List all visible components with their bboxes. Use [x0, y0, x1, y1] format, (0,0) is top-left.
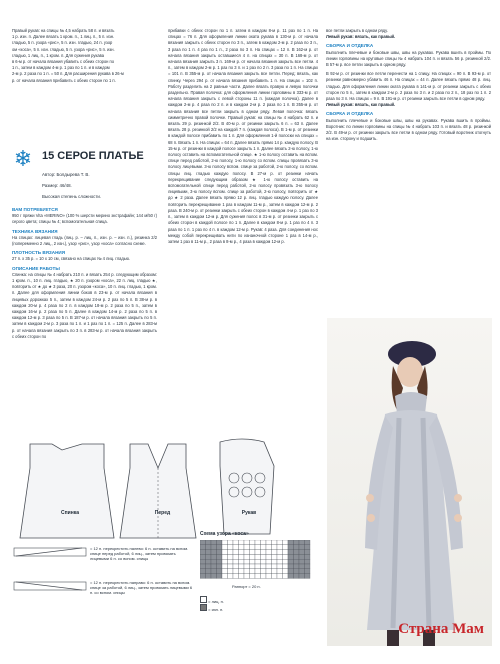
cable-right-note: = 12 п. перекрестить направо: 6 п. оставить на вспом. спице за работой, 6 лиц., затем провязать лицевыми 6 п. со вспом. спицы — [90, 580, 193, 596]
chart-cell — [211, 550, 217, 555]
chart-cell — [299, 564, 305, 569]
middle-paragraph: прибавки с обеих сторон по 1 п. затем в каждом 8-м р. 11 раз по 1 п. На спицах = 76 п. Для оформления линии оката рукава в 130-м р. от начала вязания закрыть с обеих сторон по 3 п., затем в каждом 2-м р. 2 раза по 3 п., 3 раза по 1 п. 4 раз по 1 п., 2 раза по 3 п. На спицах = 12 п. В 162-м р. от начала вязания закрыть оставшиеся 4 п. на спицах = 30 п. В 168-м р. от начала вязания закрыть 3 п. 169-м р. от начала вязания закрыть все петли. 4 п., затем в каждом 2-м р. 1 раз по 3 п. и 1 раз по 2 п. 3 раза по 1 п. На спицах = 101 п. В 355-м р. от начала вязания закрыть все петли. Перед: вязать, как спинку. Через 294 р. от начала вязания прибавить 1 п. На спицах = 102 п. Работу разделить на 2 равные части. Далее вязать правую и левую полочки раздельно. Правая полочка: для оформления линии горловины в 333-м р. от начала вязания закрыть с левой стороны 11 п. (каждая полочка). Далее в каждом 2-м р. 4 раза по 2 п. и в каждом 2-м р. 2 раза по 1 п. В 355-м р. от начала вязания все петли закрыть в одном ряду. Левая полочка: вязать симметрично правой полочке. Правый рукав: на спицы № 4 набрать 62 п. и вязать 29 р. резинкой 2/2. В 40-м р. от резинки закрыть 6 п. = 63 п. Далее вязать 28 р. резинкой 2/2 на каждой 7 п. (каждая полоса). В 1-м р. от резинки в каждой полосе прибавить по 1 п. Для оформления 1-й полоски на спицах = 68 п. Вязать 1 п. На спицах = 64 п. Далее вязать прямо 14 р. каждую полосу. В 15-м р. от резинки в каждой полосе закрыть 1 п. Далее вязать 2-ю полосу, 1-ю полосу оставить на вспомогательной спице. ★ 1-ю полосу оставить на вспом. спице перед работой, 2-ю полосу, 1-ю полосу со вспом. спицы провязать 3-ю полосу лицевыми. 3-ю полосу вспом. спице за работой, 2-ю полосу, со вспом. спицы лиц. гладью каждую полосу. В 27-м р. от резинки начать перекрещивание следующим образом ★ 1-ю полосу оставить на вспомогательной спице перед работой, 2-ю полосу провязать 3-ю полосу лицевыми, 3-ю полосу вспом. спице за работой, 2-ю полосу, повторить от ★ до ★ 2 раза. Далее вязать прямо 12 р. лиц. гладью каждую полосу. Далее повторить перекрещивание 1 раз в каждом 11-м р., затем в каждом 12-м р. 2 раза. В 240-м р. от резинки закрыть с обеих сторон в каждом 4-м р. 1 раз по 3 п., затем в каждом 12-м р. Для сужения полос в 31-м р. от резинки закрыть с обеих сторон в каждой полосе по 1 п. Далее в каждом 8-м р. 1 раз по 4 п. 3 раза по 1 п. 1 раз по 4 п. в каждом 12-м р. Рукав: 4 раза. Для соединения нос между собой перекрещивать нити по изнаночной стороне 1 раз в 14-м р., затем 1 раз в 11-м р., 2 раза в 8-м р., 4 раза в каждом 12-м р. — [168, 28, 318, 244]
chart-cell — [239, 550, 245, 555]
chart-cell — [200, 569, 206, 574]
chart-cell — [250, 564, 256, 569]
chart-cell — [244, 554, 250, 559]
legend-purl: = изн. п. — [208, 607, 224, 613]
chart-cell — [228, 559, 234, 564]
chart-cell — [244, 574, 250, 579]
chart-cell — [250, 545, 256, 550]
chart-cell — [239, 545, 245, 550]
chart-cell — [206, 574, 212, 579]
chart-cell — [211, 559, 217, 564]
line: 1 р. изн. п. Далее вязать 1 кром. п., 1 лиц. п., 5 п. изн. — [12, 34, 115, 40]
chart-cell — [266, 550, 272, 555]
chart-cell — [283, 554, 289, 559]
front-label: Перед — [154, 510, 171, 516]
chart-cell — [288, 545, 294, 550]
chart-cell — [299, 559, 305, 564]
chart-cell — [228, 574, 234, 579]
chart-cell — [266, 540, 272, 545]
chart-cell — [261, 569, 267, 574]
chart-cell — [206, 550, 212, 555]
chart-cell — [294, 559, 300, 564]
chart-cell — [228, 569, 234, 574]
chart-cell — [266, 569, 272, 574]
line: 2-м р. 2 раза по 1 п. = 50 п. Для расширения рукава в 26-м — [12, 71, 124, 77]
chart-cell — [239, 564, 245, 569]
chart-cell — [228, 564, 234, 569]
gauge-text: 27 п. x 35 р. = 10 x 10 см, связано на спицах № 4 лиц. гладью. — [12, 256, 131, 262]
chart-cell — [233, 545, 239, 550]
chart-cell — [228, 545, 234, 550]
chart-cell — [200, 540, 206, 545]
chart-cell — [217, 540, 223, 545]
chart-cell — [305, 574, 311, 579]
text: Левый рукав: вязать, как правый. — [326, 102, 396, 108]
snowflake-icon: ❄ — [13, 146, 33, 171]
text: В 92-м р. от резинки все петли перенести на 1 спицу. На спицах = 90 п. В 93-м р. от резинки равномерно убавить 46 п. На спицах = 44 п. Далее вязать прямо 48 р. лиц. гладью. Для оформления линии оката рукава в 141-м р. от резинки закрыть с обеих сторон по 5 п., затем в каждом 2-м р. 2 раза по 3 п. и 2 раза по 2 п., 18 раз по 1 п. 2 раза по 3 п. На спицах = 9 п. В 191-м р. от резинки закрыть все петли в одном ряду. — [326, 71, 491, 102]
text: Выполнить плечевые и боковые швы, швы на рукавах. Рукава вшить в проймы. Воротник: по линии горловины на спицы № 4 набрать 103 п. и вязать 48 р. резинкой 2/2. В 49-м р. от резинки закрыть все петли в одном ряду. Готовый воротник отогнуть на изн. сторону и подшить. — [326, 117, 491, 142]
chart-cell — [266, 554, 272, 559]
chart-cell — [305, 545, 311, 550]
chart-cell — [233, 574, 239, 579]
garment-schematics — [12, 438, 312, 548]
chart-cell — [200, 559, 206, 564]
chart-cell — [305, 550, 311, 555]
chart-cell — [244, 569, 250, 574]
chart-cell — [277, 559, 283, 564]
chart-cell — [217, 554, 223, 559]
chart-cell — [222, 559, 228, 564]
cable-chart-grid — [200, 540, 315, 580]
chart-cell — [283, 564, 289, 569]
chart-cell — [211, 540, 217, 545]
chart-cell — [250, 554, 256, 559]
chart-cell — [255, 550, 261, 555]
chart-cell — [244, 545, 250, 550]
chart-cell — [255, 554, 261, 559]
model-photo — [327, 318, 492, 646]
chart-cell — [228, 554, 234, 559]
author: Автор: Болдырева Т. В. — [42, 172, 90, 178]
chart-cell — [206, 559, 212, 564]
chart-cell — [283, 540, 289, 545]
chart-cell — [261, 550, 267, 555]
chart-cell — [211, 569, 217, 574]
chart-cell — [255, 559, 261, 564]
chart-cell — [294, 550, 300, 555]
chart-cell — [272, 574, 278, 579]
chart-cell — [305, 554, 311, 559]
chart-cell — [233, 540, 239, 545]
chart-cell — [299, 545, 305, 550]
chart-cell — [244, 564, 250, 569]
chart-cell — [277, 540, 283, 545]
chart-cell — [200, 574, 206, 579]
chart-cell — [305, 540, 311, 545]
chart-cell — [239, 540, 245, 545]
assembly-heading: СБОРКА И ОТДЕЛКА — [326, 43, 374, 49]
chart-cell — [288, 574, 294, 579]
line: Правый рукав: на спицы № 4,5 набрать 58 п. и вязать — [12, 28, 115, 33]
watermark: Страна Мам — [398, 621, 484, 637]
chart-cell — [272, 559, 278, 564]
chart-cell — [217, 545, 223, 550]
chart-cell — [266, 574, 272, 579]
line: р. от начала вязания прибавить с обеих сторон по 1 п. — [12, 77, 116, 83]
chart-cell — [261, 554, 267, 559]
tech-text: На спицах: лицевая гладь (лиц. р. – лиц. п., изн. р. – изн. п.), резинка 2/2 (попеременно 2 лиц., 2 изн.), узор «рис», узор «коса» согласно схеме. — [12, 234, 157, 247]
repeat-label: Раппорт = 20 п. — [232, 584, 261, 589]
cable-chart-title: Схема узора «коса» — [200, 531, 249, 537]
chart-cell — [283, 545, 289, 550]
chart-cell — [288, 564, 294, 569]
chart-cell — [288, 569, 294, 574]
chart-cell — [261, 564, 267, 569]
chart-cell — [250, 574, 256, 579]
line: гладью, 5 п. узора «рис», 5 п. изн. гладью, 24 п. узор — [12, 40, 113, 46]
chart-cell — [255, 569, 261, 574]
legend — [200, 596, 320, 612]
section-meta — [42, 168, 152, 205]
chart-cell — [299, 569, 305, 574]
chart-cell — [250, 569, 256, 574]
chart-cell — [261, 545, 267, 550]
chart-cell — [239, 559, 245, 564]
chart-cell — [217, 550, 223, 555]
chart-cell — [283, 569, 289, 574]
work-heading: ОПИСАНИЕ РАБОТЫ — [12, 265, 60, 271]
text: Выполнить плечевые и боковые швы, швы на рукавах. Рукава вшить в проймы. По линии горловины на круговые спицы № 4 набрать 104 п. и вязать 56 р. резинкой 2/2. В 57-м р. все петли закрыть в одном ряду. — [326, 49, 491, 68]
chart-cell — [233, 569, 239, 574]
chart-cell — [200, 550, 206, 555]
chart-cell — [233, 559, 239, 564]
difficulty: Высокая степень сложности. — [42, 193, 102, 199]
line: 1 п., затем в каждом 4-м р. 1 раз по 1 п. и в каждом — [12, 65, 110, 71]
chart-cell — [294, 569, 300, 574]
chart-cell — [217, 574, 223, 579]
chart-cell — [272, 540, 278, 545]
chart-cell — [272, 554, 278, 559]
chart-cell — [261, 574, 267, 579]
chart-cell — [294, 545, 300, 550]
chart-cell — [299, 554, 305, 559]
chart-cell — [211, 545, 217, 550]
chart-cell — [200, 564, 206, 569]
chart-cell — [261, 540, 267, 545]
chart-cell — [277, 569, 283, 574]
chart-cell — [250, 540, 256, 545]
chart-cell — [222, 540, 228, 545]
size: Размер: 46/48. — [42, 183, 72, 189]
chart-cell — [277, 564, 283, 569]
need-heading: ВАМ ПОТРЕБУЕТСЯ — [12, 207, 58, 212]
chart-cell — [222, 554, 228, 559]
chart-cell — [206, 545, 212, 550]
chart-cell — [211, 564, 217, 569]
chart-cell — [233, 564, 239, 569]
text: Левый рукав: вязать, как правый. — [326, 34, 396, 40]
chart-cell — [222, 550, 228, 555]
chart-cell — [305, 569, 311, 574]
chart-cell — [288, 559, 294, 564]
chart-cell — [305, 559, 311, 564]
chart-cell — [294, 540, 300, 545]
chart-cell — [266, 545, 272, 550]
chart-cell — [255, 564, 261, 569]
chart-cell — [283, 550, 289, 555]
chart-cell — [211, 574, 217, 579]
chart-cell — [206, 569, 212, 574]
chart-cell — [228, 550, 234, 555]
chart-cell — [266, 564, 272, 569]
line: в 6-м р. от начала вязания убавить с обеих сторон по — [12, 59, 115, 65]
chart-cell — [233, 554, 239, 559]
chart-cell — [200, 554, 206, 559]
chart-cell — [244, 550, 250, 555]
chart-cell — [239, 569, 245, 574]
chart-cell — [206, 540, 212, 545]
chart-cell — [233, 550, 239, 555]
chart-cell — [277, 550, 283, 555]
chart-cell — [272, 564, 278, 569]
chart-cell — [222, 569, 228, 574]
knit-symbol — [200, 596, 207, 603]
chart-cell — [305, 564, 311, 569]
chart-cell — [288, 554, 294, 559]
chart-cell — [277, 574, 283, 579]
chart-cell — [277, 554, 283, 559]
chart-cell — [294, 554, 300, 559]
sleeve-label: Рукав — [241, 510, 257, 516]
section-title: 15 СЕРОЕ ПЛАТЬЕ — [42, 150, 144, 162]
chart-cell — [261, 559, 267, 564]
materials-block — [12, 204, 157, 340]
chart-cell — [294, 574, 300, 579]
chart-cell — [255, 574, 261, 579]
chart-cell — [250, 559, 256, 564]
chart-cell — [200, 545, 206, 550]
chart-cell — [217, 564, 223, 569]
chart-cell — [244, 540, 250, 545]
chart-cell — [299, 550, 305, 555]
chart-cell — [217, 569, 223, 574]
chart-cell — [250, 550, 256, 555]
chart-cell — [244, 559, 250, 564]
need-text: 950 г пряжи Vita «MERINO» (100 % шерсти мерино экстрафайн; 144 м/50 г) серого цвета; спицы № 4; вспомогательная спица. — [12, 213, 157, 225]
chart-cell — [239, 574, 245, 579]
right-top-text — [326, 28, 491, 142]
tech-heading: ТЕХНИКА ВЯЗАНИЯ — [12, 228, 58, 234]
chart-cell — [283, 559, 289, 564]
cable-left-note: = 12 п. перекрестить налево: 6 п. оставить на вспом. спице перед работой, 6 лиц., затем провязать лицевыми 6 п. со вспом. спицы — [90, 546, 189, 562]
legend-knit: = лиц. п. — [208, 599, 224, 604]
work-text: Спинка: на спицы № 4 набрать 210 п. и вязать 254 р. следующим образом: 1 кром. п., 10 п. лиц. гладью, ★ 20 п. узором «коса», 22 п. лиц. гладью ★, повторить от ★ до ★ 3 раза, 20 п. узором «коса», 10 п. лиц. гладью, 1 кром. п. Далее для оформления линии боков в 23-м р. от начала вязания в лицевых дорожках 5 п., затем в каждом 24-м р. 2 раз по 5 п. В 38-м р. в каждом 20-м р. 4 раза по 2 п. в каждом 18-м р. 2 раза по 5 п., затем в каждом 16-м р. 2 раза по 5 п. Далее в каждом 14-м р. 2 раза по 5 п. в каждом 12-м р. 3 раза по 5 п. В 187-м р. от начала вязания закрыть по 5 п. затем в каждом 2-м р. 3 раза по 1 п. и 1 раз по 1 п. = 125 п. Далее в 283-м р. от начала вязания закрыть по 3 п. в 283-м р. от начала вязания закрыть с обеих сторон по — [12, 271, 157, 339]
chart-cell — [277, 545, 283, 550]
chart-cell — [288, 540, 294, 545]
chart-cell — [266, 559, 272, 564]
chart-cell — [239, 554, 245, 559]
line: ом «коса», 5 п. изн. гладью, 5 п. узора «рис», 5 п. изн. — [12, 46, 115, 52]
chart-cell — [294, 564, 300, 569]
chart-cell — [255, 545, 261, 550]
purl-symbol — [200, 604, 207, 611]
chart-cell — [272, 569, 278, 574]
chart-cell — [222, 574, 228, 579]
chart-cell — [222, 545, 228, 550]
chart-cell — [228, 540, 234, 545]
chart-cell — [211, 554, 217, 559]
chart-cell — [272, 550, 278, 555]
chart-cell — [299, 574, 305, 579]
back-label: Спинка — [60, 510, 79, 516]
chart-cell — [255, 540, 261, 545]
gauge-heading: ПЛОТНОСТЬ ВЯЗАНИЯ — [12, 250, 66, 256]
chart-cell — [288, 550, 294, 555]
left-top-text — [12, 28, 157, 84]
line: гладью, 1 лиц. п., 1 кром. п. Для сужения рукава — [12, 52, 105, 58]
chart-cell — [217, 559, 223, 564]
chart-cell — [299, 540, 305, 545]
chart-cell — [206, 564, 212, 569]
chart-cell — [283, 574, 289, 579]
chart-cell — [206, 554, 212, 559]
model-illustration — [327, 318, 492, 646]
chart-cell — [272, 545, 278, 550]
assembly-heading-2: СБОРКА И ОТДЕЛКА — [326, 111, 374, 117]
chart-cell — [222, 564, 228, 569]
text: все петли закрыть в одном ряду. — [326, 28, 388, 33]
